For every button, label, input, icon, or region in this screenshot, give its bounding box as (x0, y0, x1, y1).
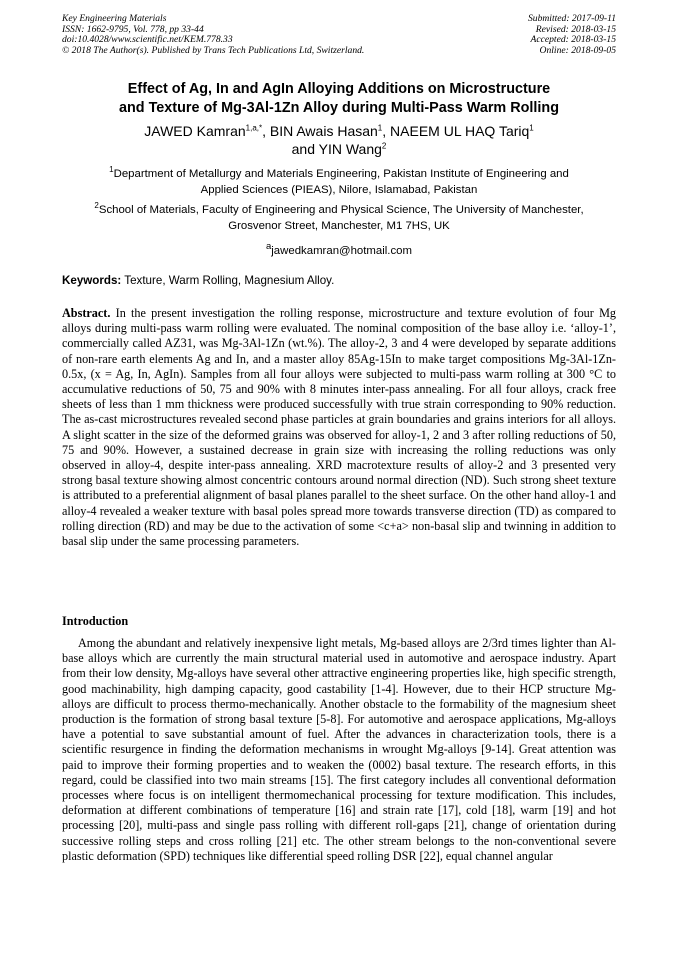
paper-title (40, 80, 638, 118)
author-affiliation-mark: 1,a,* (245, 123, 263, 133)
copyright-line: © 2018 The Author(s). Published by Trans Tech Publications Ltd, Switzerland. (62, 44, 365, 56)
affiliation-line: Applied Sciences (PIEAS), Nilore, Islamabad, Pakistan (200, 183, 478, 196)
author-affiliation-mark: 1 (529, 123, 534, 133)
abstract-text: In the present investigation the rolling response, microstructure and texture evolution of four Mg alloys during multi-pass warm rolling were evaluated. The nominal composition of the base alloy i.e. ‘alloy-1’, commercially called AZ31, was Mg-3Al-1Zn (wt.%). The alloy-2, 3 and 4 were developed by separate additions of non-rare earth elements Ag and In, and a master alloy 85Ag-15In to make target compositions Mg-3Al-1Zn-0.5x, (x = Ag, In, AgIn). Samples from all four alloys were subjected to multi-pass warm rolling at 300 °C to accumulative reductions of 50, 75 and 90% with 8 minutes inter-pass annealing. For all four alloys, crack free sheets of less than 1 mm thickness were produced successfully with true strain corresponding to 90% reduction. The as-cast microstructures revealed second phase particles at grain boundaries and grains interiors for all alloys. A slight scatter in the size of the deformed grains was observed for alloy-1, 2 and 3 after rolling reductions of 50, 75 and 90%. However, a sustained decrease in grain size with increasing the rolling reductions was only observed in alloy-4, despite inter-pass annealing. XRD macrotexture results of alloy-2 and 3 presented very strong basal texture showing almost concentric contours around normal direction (ND). Such strong sheet texture is attributed to a preferential alignment of basal planes parallel to the sheet surface. On the other hand alloy-1 and alloy-4 revealed a weaker texture with basal poles spread more towards transverse direction (TD) as compared to rolling direction (RD) and may be due to the activation of some <c+a> non-basal slip and twinning in addition to basal slip under the same processing parameters. (62, 306, 617, 549)
author-name: JAWED Kamran (144, 123, 246, 139)
authors-line-2 (40, 140, 638, 158)
introduction-paragraph: Among the abundant and relatively inexpensive light metals, Mg-based alloys are 2/3rd times lighter than Al-base alloys which are currently the main structural material used in automotive and aerospace industry. Apart from their low density, Mg-alloys have several other attractive engineering properties like, high specific strength, good machinability, high damping capacity, good castability [1-4]. However, due to their HCP structure Mg-alloys are difficult to process thermo-mechanically. Another obstacle to the formability of the magnesium sheet production is the formation of strong basal texture [5-8]. For automotive and aerospace applications, Mg-alloys have a potential to save substantial amount of fuel. After the advances in characterization tools, there is a scientific resurgence in finding the deformation mechanisms in wrought Mg-alloys [9-14]. Great attention was paid to improve their forming properties and to weaken the (0002) basal texture. The research efforts, in this regard, could be classified into two main streams [15]. The first category includes all conventional deformation processes where focus is on intelligent thermomechanical processing for texture modification. This includes, deformation at different combinations of temperature [16] and strain rate [17], cold [18], warm [19] and hot processing [20], multi-pass and single pass rolling with different roll-gaps [21], change of orientation during successive rolling steps and cross rolling [21] etc. The other stream belongs to the non-conventional severe plastic deformation (SPD) techniques like differential speed rolling DSR [22], equal channel angular (62, 636, 616, 863)
email-mark: a (265, 241, 272, 252)
abstract-section (62, 306, 616, 549)
title-line-2: and Texture of Mg-3Al-1Zn Alloy during Multi-Pass Warm Rolling (119, 100, 559, 116)
keywords-section (62, 273, 616, 288)
affiliation-text: Department of Metallurgy and Materials Engineering, Pakistan Institute of Engineering and (113, 168, 569, 180)
author-name: NAEEM UL HAQ Tariq (390, 123, 530, 139)
issn-line: ISSN: 1662-9795, Vol. 778, pp 33-44 (62, 23, 204, 35)
journal-name: Key Engineering Materials (62, 13, 167, 24)
corresponding-email (50, 240, 628, 258)
author-conjunction: and (291, 141, 315, 157)
affiliation-line (50, 167, 628, 183)
accepted-date: Accepted: 2018-03-15 (530, 34, 616, 46)
affiliation-mark: 2 (94, 201, 99, 211)
online-date: Online: 2018-09-05 (539, 44, 616, 56)
journal-info (62, 14, 364, 56)
author-list (40, 122, 638, 158)
abstract-label: Abstract. (62, 306, 111, 320)
title-line-1: Effect of Ag, In and AgIn Alloying Additions on Microstructure (127, 81, 551, 97)
email-link[interactable]: jawedkamran@hotmail.com (271, 244, 412, 257)
affiliation-2 (50, 203, 628, 234)
publication-dates (528, 14, 616, 56)
submitted-date: Submitted: 2017-09-11 (527, 13, 616, 24)
affiliation-text: School of Materials, Faculty of Engineering and Physical Science, The University of Manchester, (98, 204, 584, 216)
author-name: BIN Awais Hasan (269, 123, 378, 139)
authors-line-1: JAWED Kamran$^{1,a,*}$, BIN Awais Hasan$^1$, NAEEM UL HAQ Tariq$^1$ (144, 123, 534, 139)
doi-link[interactable]: doi:10.4028/www.scientific.net/KEM.778.33 (62, 34, 233, 46)
author-affiliation-mark: 1 (377, 123, 383, 133)
author-name: YIN Wang (318, 141, 382, 157)
revised-date: Revised: 2018-03-15 (535, 23, 616, 35)
affiliation-line (50, 203, 628, 219)
introduction-heading: Introduction (62, 614, 129, 628)
affiliation-mark: 1 (109, 165, 114, 175)
keywords-label: Keywords: (62, 274, 122, 287)
author-affiliation-mark: 2 (381, 141, 387, 151)
affiliation-line: Grosvenor Street, Manchester, M1 7HS, UK (228, 219, 450, 232)
affiliation-1 (50, 167, 628, 198)
keywords-text: Texture, Warm Rolling, Magnesium Alloy. (124, 274, 335, 287)
